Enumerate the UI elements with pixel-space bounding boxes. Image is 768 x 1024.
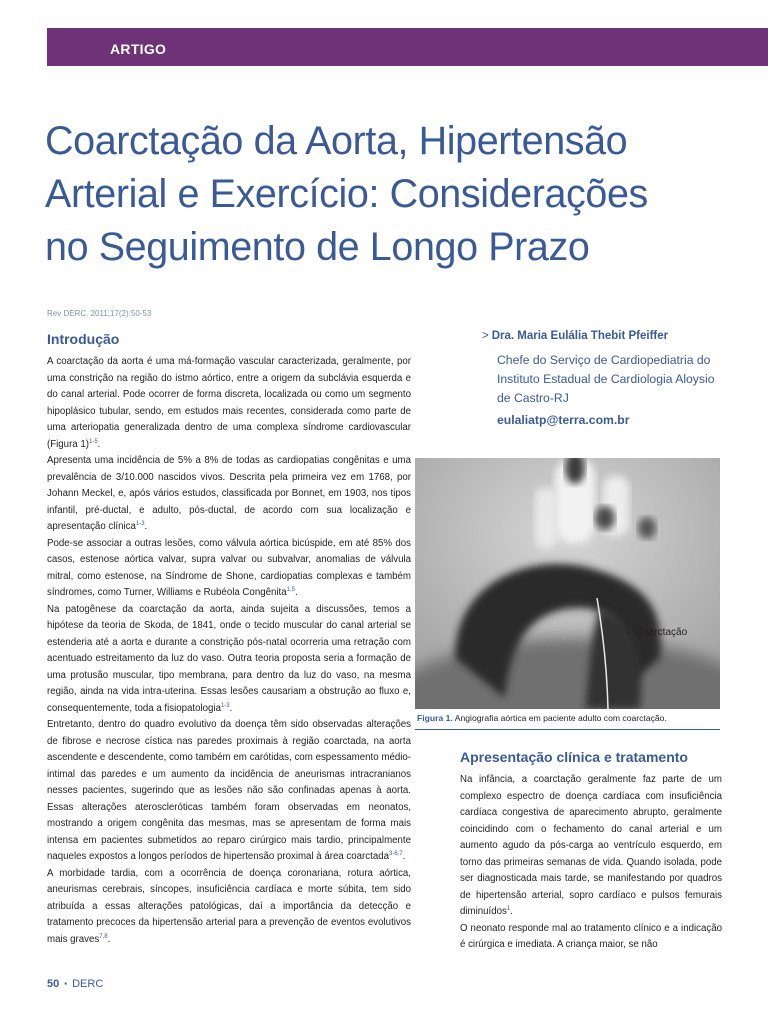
title-line: Arterial e Exercício: Considerações — [45, 172, 648, 216]
figure-annotation: ← Coarctação — [624, 627, 688, 638]
affiliation-line: Chefe do Serviço de Cardiopediatria do — [497, 353, 711, 367]
paragraph: O neonato responde mal ao tratamento clínico e a indicação é cirúrgica e imediata. A criança maior, se não — [460, 922, 722, 950]
caption-divider — [415, 729, 720, 730]
paragraph: A coarctação da aorta é uma má-formação vascular caracterizada, geralmente, por uma constrição na região do istmo aórtico, entre a origem da subclávia esquerda e do canal arterial. Pode ocorrer de forma discreta, localizada ou como um segmento hipoplásico tubular, sendo, em estudos mais recentes, considerada como parte de uma arteriopatia generalizada dentro de uma complexa síndrome cardiovascular (Figura 1)$^{1-5}$. — [47, 356, 411, 450]
apresentacao-column — [460, 772, 722, 954]
paragraph: Apresenta uma incidência de 5% a 8% de todas as cardiopatias congênitas e uma prevalência de 3/10.000 nascidos vivos. Descrita pela primeira vez em 1768, por Johann Meckel, e, após vários estudos, classificada por Bonnet, em 1903, nos tipos infantil, pré-ductal, e adulto, pós-ductal, de acordo com sua localização e apresentação clínica$^{1-3}$. — [47, 455, 411, 532]
heading-introducao: Introdução — [47, 331, 120, 347]
paragraph: Pode-se associar a outras lesões, como válvula aórtica bicúspide, em até 85% dos casos, estenose aórtica valvar, supra valvar ou subvalvar, anomalias de válvula mitral, como estenose, na Síndrome de Shone, cardiopatias complexas e também síndromes, como Turner, Williams e Rubéola Congênita$^{1,5}$. — [47, 537, 411, 598]
reference: 7,8 — [99, 933, 108, 940]
author-affiliation — [497, 351, 739, 408]
journal-name: DERC — [72, 978, 104, 990]
citation: Rev DERC. 2011;17(2):50-53 — [47, 309, 152, 318]
author-email[interactable]: eulaliatp@terra.com.br — [497, 413, 630, 427]
affiliation-line: Instituto Estadual de Cardiologia Aloysio — [497, 372, 715, 386]
reference: 1-5 — [89, 438, 98, 445]
paragraph: Na infância, a coarctação geralmente faz parte de um complexo espectro de doença cardíaca com insuficiência cardíaca congestiva de aparecimento abrupto, geralmente coincidindo com o fechamento do canal arterial e um aumento agudo da pós-carga ao ventrículo esquerdo, em torno das primeiras semanas de vida. Quando isolada, pode ser diagnosticada mais tarde, se manifestando por quadros de hipertensão arterial, sopro cardíaco e pulsos femurais diminuídos$^1$. — [460, 774, 722, 917]
heading-apresentacao: Apresentação clínica e tratamento — [460, 749, 688, 765]
reference: 1 — [506, 906, 511, 912]
title-line: Coarctação da Aorta, Hipertensão — [45, 119, 628, 163]
section-tab — [47, 28, 768, 66]
figure-number: Figura 1. — [417, 713, 453, 723]
affiliation-line: de Castro-RJ — [497, 391, 569, 405]
intro-column — [47, 354, 411, 948]
chevron-right-icon: > — [482, 330, 489, 342]
reference: 3-6,7 — [388, 851, 403, 857]
page-number: 50 — [47, 978, 60, 990]
reference: 1-3 — [220, 702, 230, 709]
paragraph: A morbidade tardia, com a ocorrência de doença coronariana, rotura aórtica, aneurismas cerebrais, síncopes, insuficiência cardíaca e morte súbita, tem sido atribuída a essas alterações patológicas, daí a importância da detecção e tratamento precoces da hipertensão arterial para a prevenção de eventos evolutivos mais graves$^{7,8}$. — [47, 867, 411, 945]
figure-caption — [417, 713, 667, 723]
caption-text: Angiografia aórtica em paciente adulto com coarctação. — [454, 713, 667, 723]
author-block — [484, 330, 739, 427]
angiography-image — [415, 458, 720, 709]
page-footer — [47, 978, 103, 990]
reference: 1,5 — [286, 587, 295, 593]
section-label: ARTIGO — [110, 41, 167, 57]
paragraph: Entretanto, dentro do quadro evolutivo da doença têm sido observadas alterações de fibrose e necrose cística nas paredes proximais à região coarctada, na aorta ascendente e descendente, como também em carótidas, com espessamento médio-intimal das paredes e um aumento da incidência de aneurismas intracranianos nesses pacientes, sugerindo que as lesões não são confinadas apenas à aorta. Essas alterações ateroscleróticas também foram observadas em neonatos, mostrando a origem congênita das mesmas, mas se apresentam de forma mais intensa em pacientes submetidos ao reparo cirúrgico mais tardio, principalmente naqueles expostos a longos períodos de hipertensão proximal à área coarctada$^{3-6,7}$. — [47, 719, 411, 862]
article-title — [45, 115, 745, 274]
author-name: > Dra. Maria Eulália Thebit Pfeiffer — [482, 330, 669, 342]
reference: 1-3 — [135, 521, 145, 527]
arrow-left-icon: ← — [624, 627, 634, 638]
bullet-icon: ▪ — [64, 979, 68, 988]
angiography-drawing — [415, 458, 720, 709]
paragraph: Na patogênese da coarctação da aorta, ainda sujeita a discussões, temos a hipótese da teoria de Skoda, de 1841, onde o tecido muscular do canal arterial se estenderia até a aorta e durante a constrição pós-natal ocorreria uma retração com acentuado estreitamento da luz do vaso. Outra teoria proposta seria a formação de uma protusão muscular, tipo membrana, para dentro da luz do vaso, na mesma região, ainda na vida intra-uterina. Essas lesões causariam a obstrução ao fluxo e, consequentemente, toda a fisiopatologia$^{1-3}$. — [47, 603, 411, 714]
title-line: no Seguimento de Longo Prazo — [45, 225, 590, 269]
